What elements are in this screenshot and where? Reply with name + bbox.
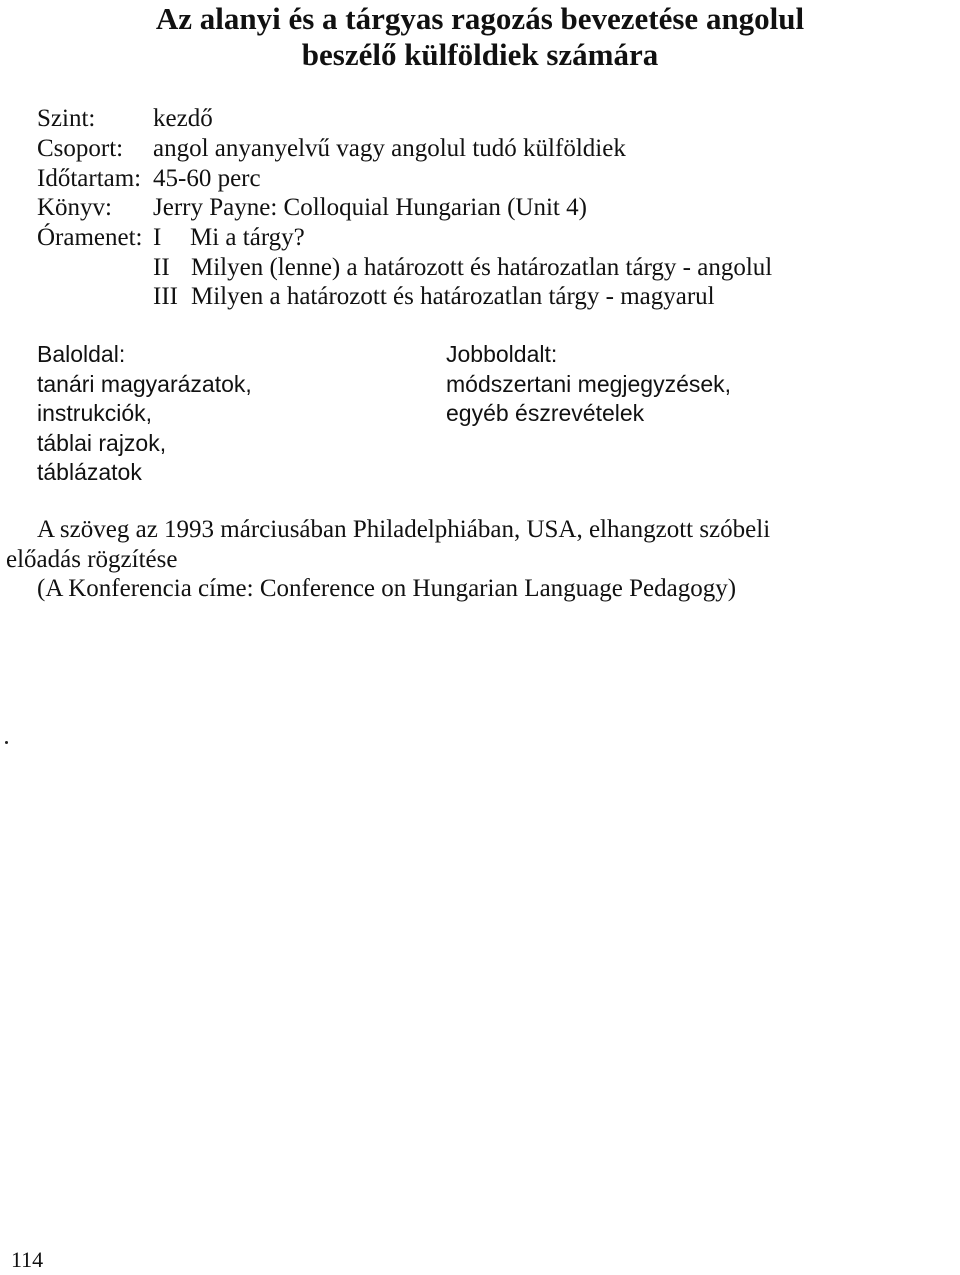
left-column-item-2: instrukciók, xyxy=(37,400,153,426)
outline-item-2-text: Milyen (lenne) a határozott és határozatlan tárgy - angolul xyxy=(191,254,773,281)
right-column-item-1: módszertani megjegyzések, xyxy=(446,371,732,397)
note-line-2: előadás rögzítése xyxy=(6,546,178,573)
left-column-item-3: táblai rajzok, xyxy=(37,430,167,456)
title-line-2: beszélő külföldiek számára xyxy=(301,37,659,72)
note-line-3: (A Konferencia címe: Conference on Hungarian Language Pedagogy) xyxy=(37,575,737,602)
level-label: Szint: xyxy=(37,105,96,132)
right-column-item-2: egyéb észrevételek xyxy=(446,400,645,426)
duration-label: Időtartam: xyxy=(37,165,142,192)
title-line-1: Az alanyi és a tárgyas ragozás bevezetése angolul xyxy=(155,1,805,36)
page-number: 114 xyxy=(11,1247,44,1272)
group-value: angol anyanyelvű vagy angolul tudó külföldiek xyxy=(153,135,626,162)
note-line-1: A szöveg az 1993 márciusában Philadelphiában, USA, elhangzott szóbeli xyxy=(37,516,771,543)
outline-item-1-num: I xyxy=(153,224,162,251)
book-label: Könyv: xyxy=(37,194,112,221)
outline-item-1-text: Mi a tárgy? xyxy=(190,224,305,251)
outline-item-2-num: II xyxy=(153,254,170,281)
left-column-heading: Baloldal: xyxy=(37,341,126,367)
outline-label: Óramenet: xyxy=(37,224,143,251)
book-value: Jerry Payne: Colloquial Hungarian (Unit 4) xyxy=(153,194,587,221)
left-column-item-4: táblázatok xyxy=(37,459,142,485)
group-label: Csoport: xyxy=(37,135,124,162)
outline-item-3-num: III xyxy=(153,283,178,310)
stray-mark xyxy=(5,741,8,744)
right-column-heading: Jobboldalt: xyxy=(446,341,558,367)
outline-item-3-text: Milyen a határozott és határozatlan tárgy - magyarul xyxy=(191,283,715,310)
duration-value: 45-60 perc xyxy=(153,165,261,192)
left-column-item-1: tanári magyarázatok, xyxy=(37,371,252,397)
level-value: kezdő xyxy=(153,105,213,132)
